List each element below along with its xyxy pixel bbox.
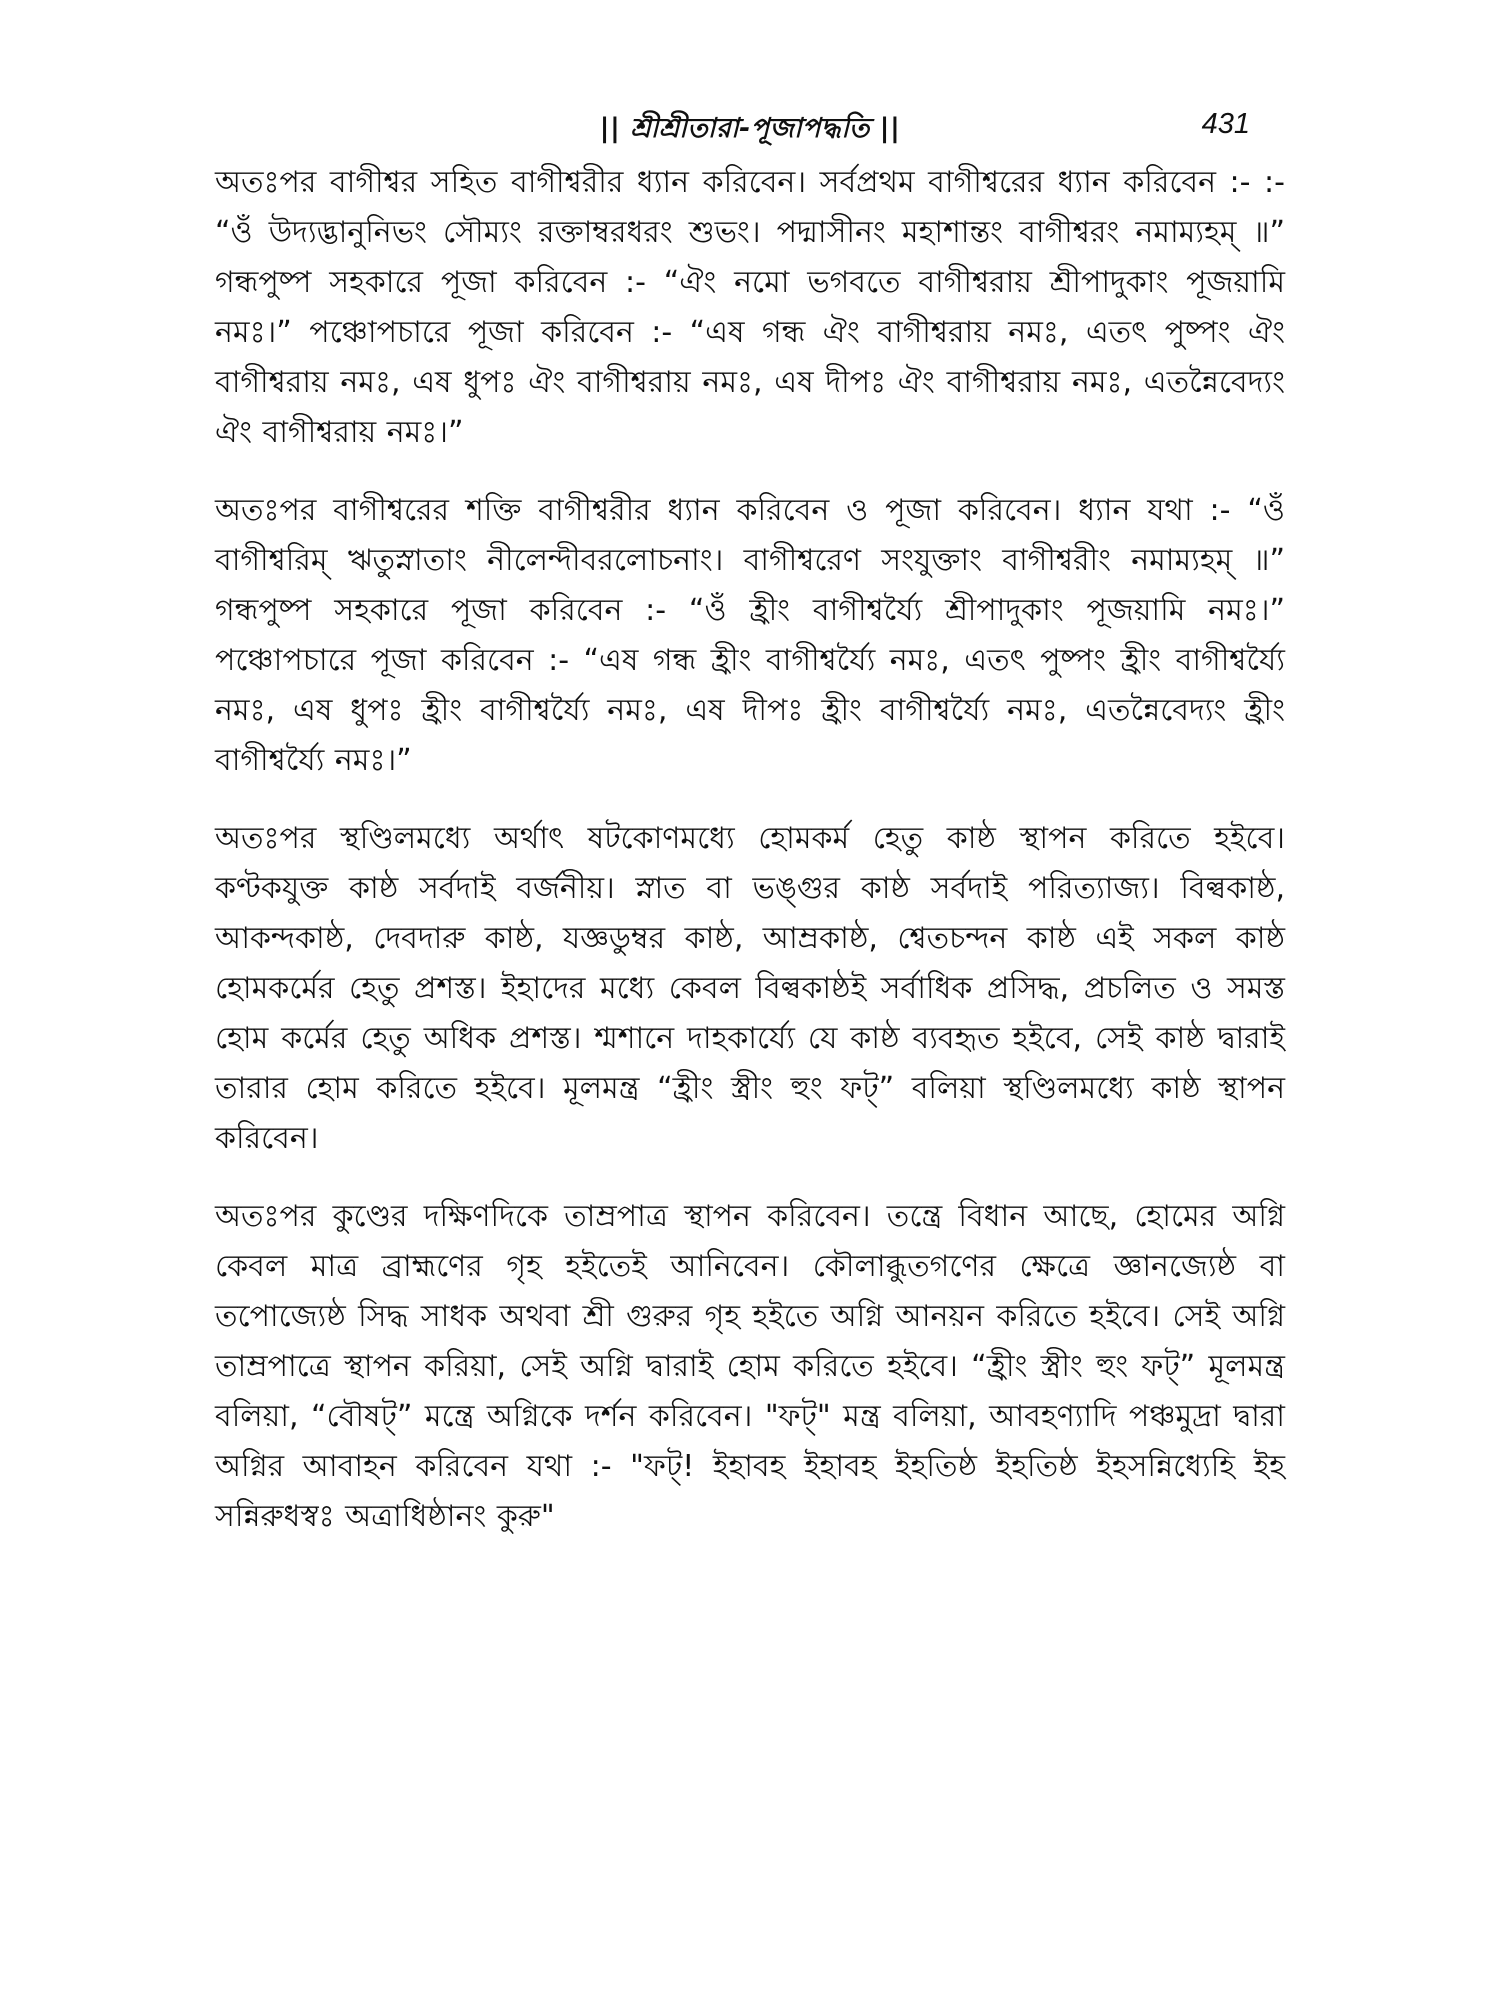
page-number: 431 (1201, 108, 1250, 140)
running-header (220, 108, 1280, 152)
paragraph-kashtha-sthapan: অতঃপর স্থণ্ডিলমধ্যে অর্থাৎ ষটকোণমধ্যে হোমকর্ম হেতু কাষ্ঠ স্থাপন করিতে হইবে। কণ্টকযুক্ত কাষ্ঠ সর্বদাই বর্জনীয়। স্নাত বা ভঙ্গুর কাষ্ঠ সর্বদাই পরিত্যাজ্য। বিল্বকাষ্ঠ, আকন্দকাষ্ঠ, দেবদারু কাষ্ঠ, যজ্ঞডুম্বর কাষ্ঠ, আম্রকাষ্ঠ, শ্বেতচন্দন কাষ্ঠ এই সকল কাষ্ঠ হোমকর্মের হেতু প্রশস্ত। ইহাদের মধ্যে কেবল বিল্বকাষ্ঠই সর্বাধিক প্রসিদ্ধ, প্রচলিত ও সমস্ত হোম কর্মের হেতু অধিক প্রশস্ত। শ্মশানে দাহকার্য্যে যে কাষ্ঠ ব্যবহৃত হইবে, সেই কাষ্ঠ দ্বারাই তারার হোম করিতে হইবে। মূলমন্ত্র “হ্রীং স্ত্রীং হুং ফট্” বলিয়া স্থণ্ডিলমধ্যে কাষ্ঠ স্থাপন করিবেন। (215, 821, 1285, 1156)
paragraph-bagishwari-dhyan: অতঃপর বাগীশ্বরের শক্তি বাগীশ্বরীর ধ্যান করিবেন ও পূজা করিবেন। ধ্যান যথা :- “ওঁ বাগীশ্বরিম্ ঋতুস্নাতাং নীলেন্দীবরলোচনাং। বাগীশ্বরেণ সংযুক্তাং বাগীশ্বরীং নমাম্যহম্ ॥” গন্ধপুষ্প সহকারে পূজা করিবেন :- “ওঁ হ্রীং বাগীশ্বর্য্যৈ শ্রীপাদুকাং পূজয়ামি নমঃ।” পঞ্চোপচারে পূজা করিবেন :- “এষ গন্ধ হ্রীং বাগীশ্বর্য্যৈ নমঃ, এতৎ পুষ্পং হ্রীং বাগীশ্বর্য্যৈ নমঃ, এষ ধুপঃ হ্রীং বাগীশ্বর্য্যৈ নমঃ, এষ দীপঃ হ্রীং বাগীশ্বর্য্যৈ নমঃ, এতন্নৈবেদ্যং হ্রীং বাগীশ্বর্য্যৈ নমঃ।” (215, 493, 1285, 778)
page-title: || শ্রীশ্রীতারা-পূজাপদ্ধতি || (599, 113, 901, 144)
body-text (215, 158, 1285, 1570)
paragraph-agni-abahan: অতঃপর কুণ্ডের দক্ষিণদিকে তাম্রপাত্র স্থাপন করিবেন। তন্ত্রে বিধান আছে, হোমের অগ্নি কেবল মাত্র ব্রাহ্মণের গৃহ হইতেই আনিবেন। কৌলাব্ধুতগণের ক্ষেত্রে জ্ঞানজ্যেষ্ঠ বা তপোজ্যেষ্ঠ সিদ্ধ সাধক অথবা শ্রী গুরুর গৃহ হইতে অগ্নি আনয়ন করিতে হইবে। সেই অগ্নি তাম্রপাত্রে স্থাপন করিয়া, সেই অগ্নি দ্বারাই হোম করিতে হইবে। “হ্রীং স্ত্রীং হুং ফট্” মূলমন্ত্র বলিয়া, “বৌষট্” মন্ত্রে অগ্নিকে দর্শন করিবেন। "ফট্" মন্ত্র বলিয়া, আবহণ্যাদি পঞ্চমুদ্রা দ্বারা অগ্নির আবাহন করিবেন যথা :- "ফট্! ইহাবহ ইহাবহ ইহতিষ্ঠ ইহতিষ্ঠ ইহসন্নিধ্যেহি ইহ সন্নিরুধস্বঃ অত্রাধিষ্ঠানং কুরু" (215, 1199, 1285, 1534)
paragraph-bagishwar-dhyan: অতঃপর বাগীশ্বর সহিত বাগীশ্বরীর ধ্যান করিবেন। সর্বপ্রথম বাগীশ্বরের ধ্যান করিবেন :- :- “ওঁ উদ্যদ্ভানুনিভং সৌম্যং রক্তাম্বরধরং শুভং। পদ্মাসীনং মহাশান্তং বাগীশ্বরং নমাম্যহম্ ॥” গন্ধপুষ্প সহকারে পূজা করিবেন :- “ঐং নমো ভগবতে বাগীশ্বরায় শ্রীপাদুকাং পূজয়ামি নমঃ।” পঞ্চোপচারে পূজা করিবেন :- “এষ গন্ধ ঐং বাগীশ্বরায় নমঃ, এতৎ পুষ্পং ঐং বাগীশ্বরায় নমঃ, এষ ধুপঃ ঐং বাগীশ্বরায় নমঃ, এষ দীপঃ ঐং বাগীশ্বরায় নমঃ, এতন্নৈবেদ্যং ঐং বাগীশ্বরায় নমঃ।” (215, 165, 1285, 450)
